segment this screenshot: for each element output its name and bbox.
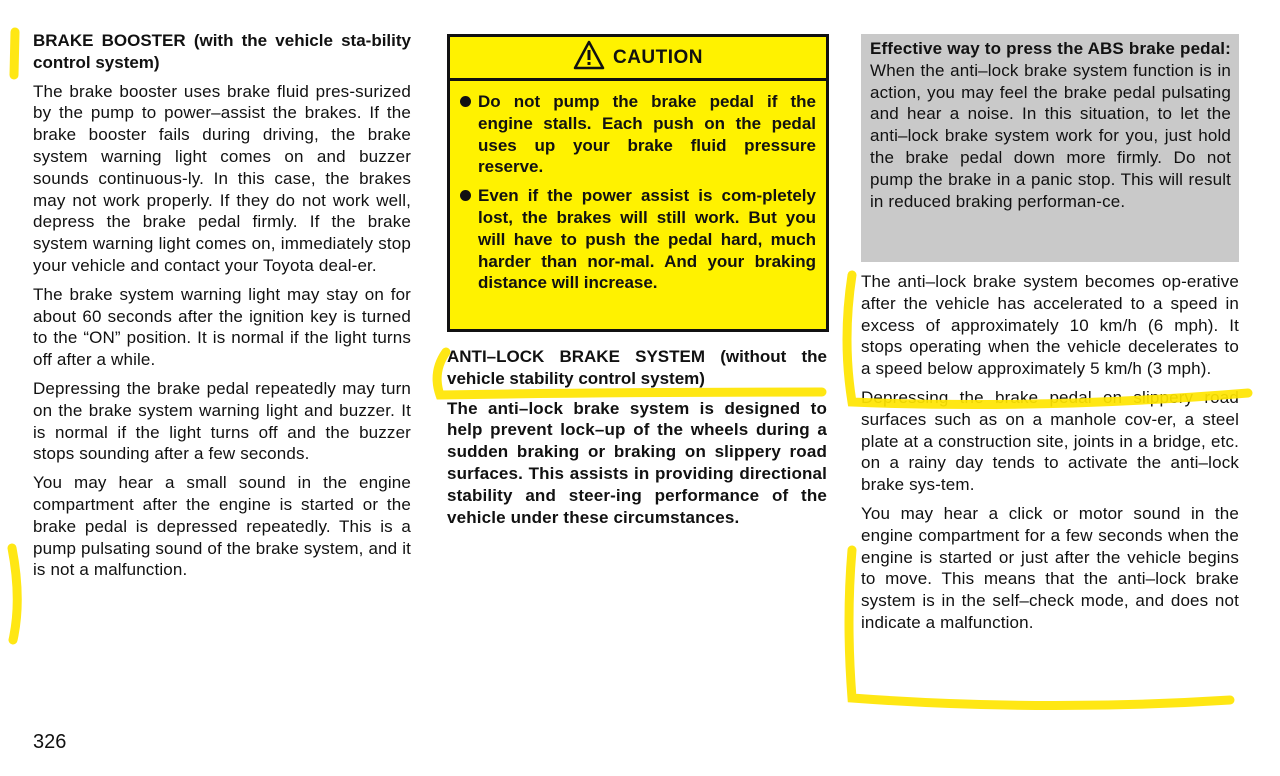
caution-item (458, 185, 816, 294)
page-number: 326 (33, 731, 67, 753)
caution-item-text: Even if the power assist is com-pletely lost, the brakes will still work. But you will have to push the pedal hard, much harder than nor-mal. And your braking distance will increase. (478, 186, 816, 293)
bullet-icon (460, 190, 471, 201)
warning-triangle-icon (573, 40, 605, 75)
caution-list (450, 81, 826, 294)
left-column (33, 30, 411, 581)
abs-tip-body: When the anti–lock brake system function is in action, you may feel the brake pedal pulsating and hear a noise. In this situation, to let the anti–lock brake system work for you, just hold the brake pedal down more firmly. Do not pump the brake in a panic stop. This will result in reduced braking performan-ce. (870, 60, 1231, 211)
highlight-mark-booster-heading (14, 32, 15, 75)
abs-tip-text (870, 38, 1231, 212)
abs-paragraph-1: The anti–lock brake system is designed to help prevent lock–up of the wheels during a sudden braking or braking on slippery road surfaces. This assists in providing directional stability and steer-ing performance of the vehicle under these circumstances. (447, 398, 827, 527)
caution-box (447, 34, 829, 332)
abs-section (447, 346, 827, 528)
brake-booster-paragraph-1: The brake booster uses brake fluid pres-surized by the pump to power–assist the brakes. If the brake booster fails during driving, the brake system warning light comes on and buzzer sounds continuous-ly. In this case, the brakes may not work properly. If they do not work well, depress the brake pedal firmly. If the brake system warning light comes on, immediately stop your vehicle and contact your Toyota deal-er. (33, 81, 411, 275)
abs-operation-paragraph: The anti–lock brake system becomes op-erative after the vehicle has accelerated to a speed in excess of approximately 10 km/h (6 mph). It stops operating when the vehicle decelerates to a speed below approximately 5 km/h (3 mph). (861, 272, 1239, 379)
brake-booster-heading: BRAKE BOOSTER (with the vehicle sta-bility control system) (33, 31, 411, 72)
abs-slippery-paragraph: Depressing the brake pedal on slippery road surfaces such as on a manhole cov-er, a steel plate at a construction site, joints in a bridge, etc. on a rainy day tends to activate the anti–lock brake sys-tem. (861, 387, 1239, 495)
abs-tip-lead: Effective way to press the ABS brake pedal: (870, 39, 1231, 58)
caution-title: CAUTION (612, 46, 704, 68)
abs-heading: ANTI–LOCK BRAKE SYSTEM (without the vehicle stability control system) (447, 347, 827, 388)
caution-header (450, 37, 826, 81)
abs-sound-paragraph: You may hear a click or motor sound in the engine compartment for a few seconds when the engine is started or just after the vehicle begins to move. This means that the anti–lock brake system is in the self–check mode, and does not indicate a malfunction. (861, 503, 1239, 632)
bullet-icon (460, 96, 471, 107)
brake-booster-paragraph-4: You may hear a small sound in the engine compartment after the engine is started or the brake pedal is depressed repeatedly. This is a pump pulsating sound of the brake system, and it is not a malfunction. (33, 473, 411, 580)
caution-item-text: Do not pump the brake pedal if the engine stalls. Each push on the pedal uses up your brake fluid pressure reserve. (478, 92, 816, 177)
highlight-mark-pump-sound (12, 548, 17, 640)
right-column (861, 271, 1239, 634)
brake-booster-paragraph-2: The brake system warning light may stay on for about 60 seconds after the ignition key is turned to the “ON” position. It is normal if the light turns off after a while. (33, 284, 411, 370)
brake-booster-paragraph-3: Depressing the brake pedal repeatedly may turn on the brake system warning light and buzzer. It is normal if the light turns off and the buzzer stops sounding after a few seconds. (33, 378, 411, 464)
abs-tip-box (861, 34, 1239, 262)
caution-item (458, 91, 816, 178)
